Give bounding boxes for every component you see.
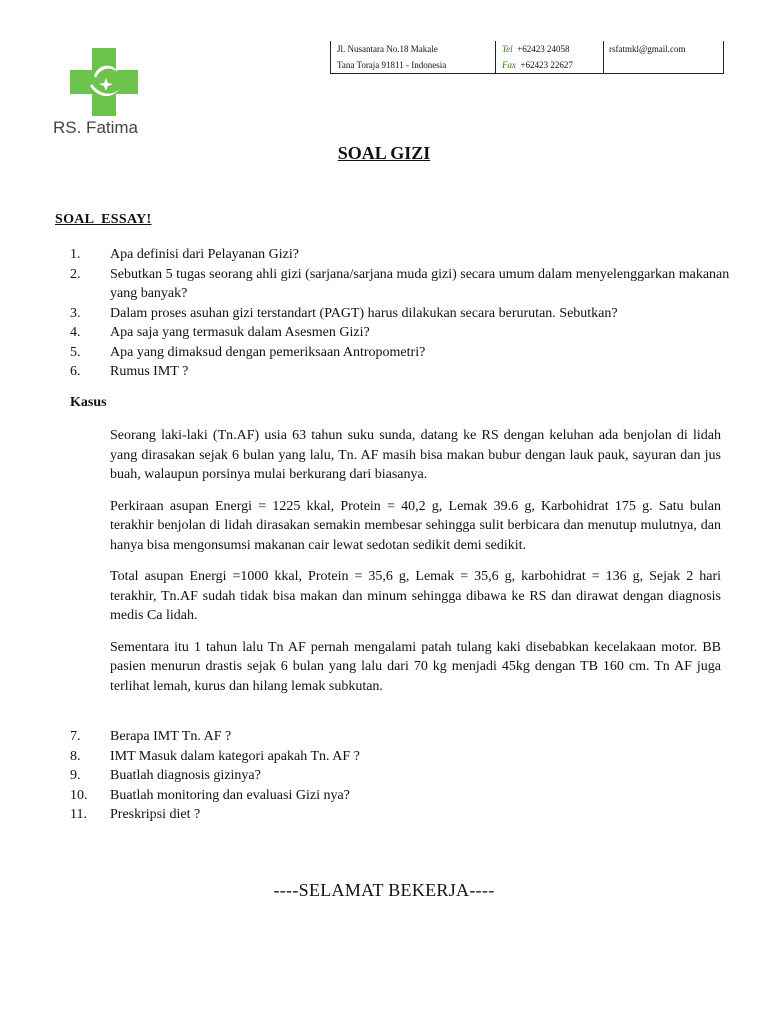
email-column [603, 41, 723, 73]
email-text: rsfatmkl@gmail.com [609, 44, 686, 54]
logo-name: RS. Fatima [53, 118, 139, 137]
medical-cross-icon [68, 46, 140, 118]
question-text: Sebutkan 5 tugas seorang ahli gizi (sarjana/sarjana muda gizi) secara umum dalam menyelenggarkan makanan yang banyak? [110, 266, 730, 301]
question-item [70, 766, 730, 786]
question-text: Berapa IMT Tn. AF ? [110, 729, 232, 744]
question-text: Apa yang dimaksud dengan pemeriksaan Antropometri? [110, 344, 426, 360]
question-number: 6. [70, 364, 81, 379]
hospital-logo [50, 42, 160, 142]
question-number: 4. [70, 325, 81, 340]
kasus-heading: Kasus [70, 395, 107, 410]
question-item [70, 747, 730, 767]
question-item [70, 304, 730, 324]
question-item [70, 265, 730, 304]
question-number: 10. [70, 787, 88, 803]
closing-text: ----SELAMAT BEKERJA---- [273, 880, 495, 900]
question-text: IMT Masuk dalam kategori apakah Tn. AF ? [110, 748, 360, 764]
question-item [70, 786, 730, 806]
case-paragraph: Total asupan Energi =1000 kkal, Protein = 35,6 g, Lemak = 35,6 g, karbohidrat = 136 g, Sejak 2 hari terakhir, Tn.AF sudah tidak bisa makan dan minum sehingga dibawa ke RS dan dirawat dengan diagnosis medis Ca lidah. [110, 569, 721, 623]
question-item [70, 323, 730, 343]
question-number: 9. [70, 768, 81, 783]
question-number: 1. [70, 247, 81, 262]
question-number: 2. [70, 266, 81, 282]
case-paragraph: Seorang laki-laki (Tn.AF) usia 63 tahun suku sunda, datang ke RS dengan keluhan ada benjolan di lidah yang dirasakan sejak 6 bulan yang lalu, Tn. AF masih bisa makan bubur dengan lauk pauk, sayuran dan jus buah, walaupun porsinya mulai berkurang dari biasanya. [110, 428, 721, 482]
question-text: Rumus IMT ? [110, 364, 189, 379]
question-text: Buatlah diagnosis gizinya? [110, 768, 261, 783]
question-item [70, 245, 730, 265]
question-number: 8. [70, 748, 81, 764]
address-line-1: Jl. Nusantara No.18 Makale [337, 44, 438, 54]
question-number: 11. [70, 807, 87, 822]
phone-column [495, 41, 605, 73]
question-item [70, 805, 730, 825]
fax-label: Fax [502, 60, 516, 70]
question-number: 7. [70, 729, 81, 744]
case-paragraph: Sementara itu 1 tahun lalu Tn AF pernah mengalami patah tulang kaki disebabkan kecelakaan motor. BB pasien menurun drastis sejak 6 bulan yang lalu dari 70 kg menjadi 45kg dengan TB 160 cm. Tn AF juga terlihat lemah, kurus dan hilang lemak subkutan. [110, 639, 721, 694]
address-column [337, 41, 489, 73]
question-text: Preskripsi diet ? [110, 807, 201, 822]
tel-value: +62423 24058 [517, 44, 570, 54]
question-text: Buatlah monitoring dan evaluasi Gizi nya? [110, 787, 350, 803]
question-text: Dalam proses asuhan gizi terstandart (PAGT) harus dilakukan secara berurutan. Sebutkan? [110, 305, 618, 321]
question-text: Apa saja yang termasuk dalam Asesmen Gizi? [110, 325, 370, 340]
fax-value: +62423 22627 [520, 60, 573, 70]
question-text: Apa definisi dari Pelayanan Gizi? [110, 247, 299, 262]
page-title: SOAL GIZI [337, 143, 431, 163]
address-box [330, 41, 724, 74]
question-list-a [70, 245, 730, 382]
question-item [70, 362, 730, 382]
fax-row [502, 57, 605, 73]
section-heading: SOAL ESSAY! [55, 212, 152, 227]
question-number: 3. [70, 305, 81, 321]
address-line-2: Tana Toraja 91811 - Indonesia [337, 60, 447, 70]
tel-row [502, 41, 605, 57]
question-item [70, 727, 730, 747]
question-item [70, 343, 730, 363]
case-description [110, 426, 721, 708]
case-paragraph: Perkiraan asupan Energi = 1225 kkal, Protein = 40,2 g, Lemak 39.6 g, Karbohidrat 175 g. Satu bulan terakhir benjolan di lidah dirasakan semakin membesar sehingga sulit berbicara dan menutup mulutnya, dan hanya bisa mengonsumsi makanan cair lewat sedotan sedikit demi sedikit. [110, 498, 721, 553]
tel-label: Tel [502, 44, 513, 54]
question-list-b [70, 727, 730, 825]
question-number: 5. [70, 344, 81, 360]
